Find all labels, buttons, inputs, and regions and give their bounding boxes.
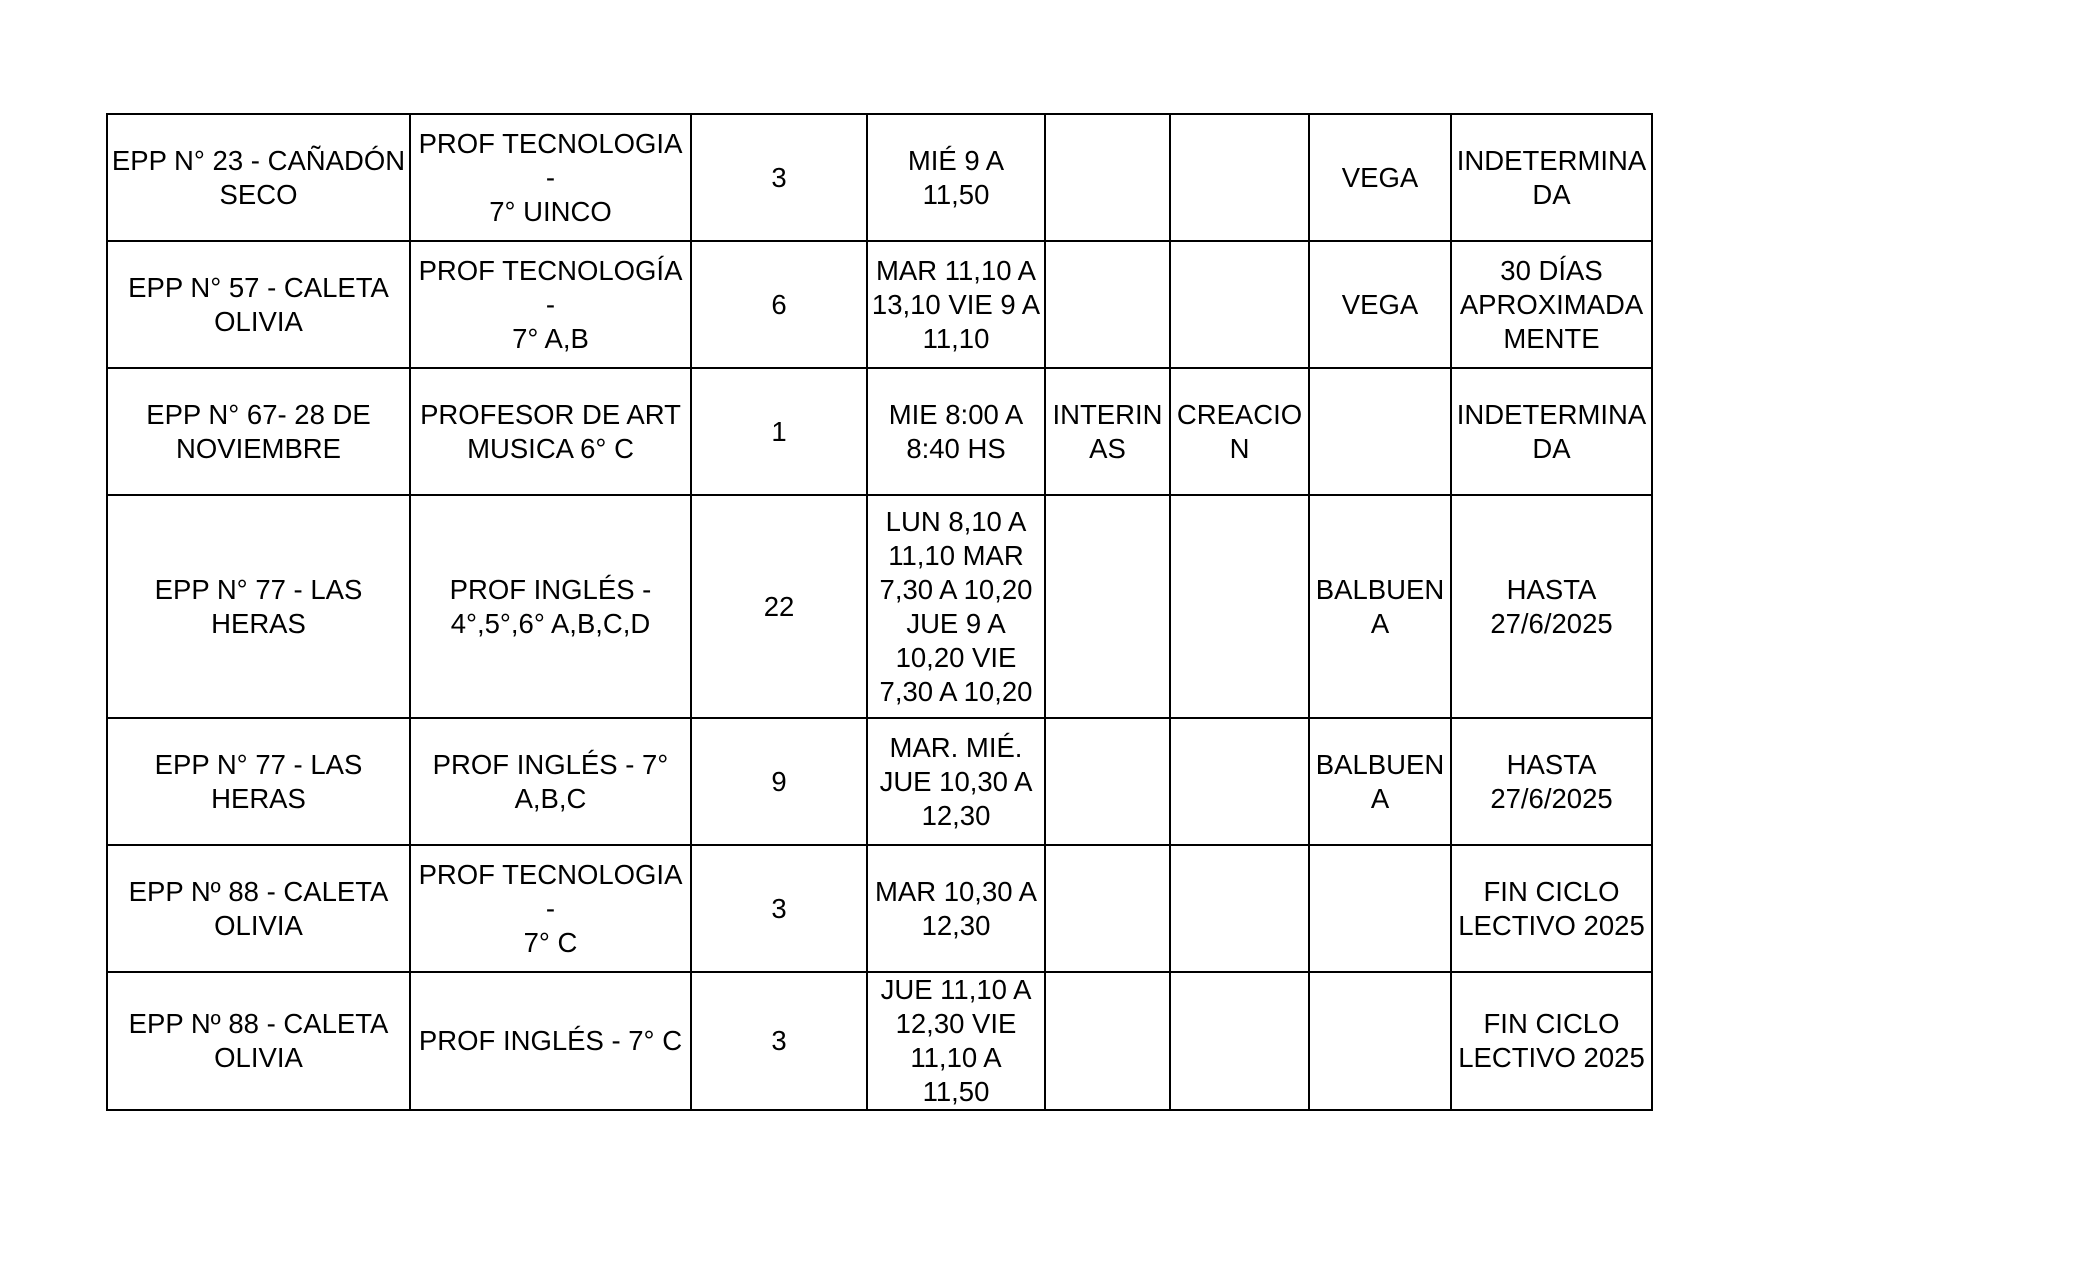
position-cell: PROF TECNOLOGIA - 7° UINCO	[410, 114, 691, 241]
table-row	[107, 972, 1652, 1110]
status-cell: INTERIN AS	[1045, 368, 1170, 495]
schedule-cell: MAR 11,10 A 13,10 VIE 9 A 11,10	[867, 241, 1045, 368]
duration-cell: HASTA 27/6/2025	[1451, 495, 1652, 718]
hours-cell: 3	[691, 972, 867, 1110]
duration-cell: 30 DÍAS APROXIMADA MENTE	[1451, 241, 1652, 368]
school-cell: EPP Nº 88 - CALETA OLIVIA	[107, 845, 410, 972]
table-row	[107, 845, 1652, 972]
status-cell	[1045, 718, 1170, 845]
duration-cell: FIN CICLO LECTIVO 2025	[1451, 972, 1652, 1110]
schedule-cell: MIÉ 9 A 11,50	[867, 114, 1045, 241]
position-cell: PROF INGLÉS - 7° C	[410, 972, 691, 1110]
status-cell	[1045, 972, 1170, 1110]
reason-cell	[1170, 972, 1309, 1110]
table-row	[107, 718, 1652, 845]
replaces-cell	[1309, 368, 1451, 495]
reason-cell	[1170, 495, 1309, 718]
position-cell: PROF INGLÉS - 7° A,B,C	[410, 718, 691, 845]
hours-cell: 1	[691, 368, 867, 495]
status-cell	[1045, 241, 1170, 368]
schedule-cell: MAR. MIÉ. JUE 10,30 A 12,30	[867, 718, 1045, 845]
duration-cell: INDETERMINA DA	[1451, 368, 1652, 495]
reason-cell	[1170, 114, 1309, 241]
hours-cell: 3	[691, 114, 867, 241]
hours-cell: 9	[691, 718, 867, 845]
replaces-cell: BALBUEN A	[1309, 718, 1451, 845]
school-cell: EPP N° 67- 28 DE NOVIEMBRE	[107, 368, 410, 495]
replaces-cell: BALBUEN A	[1309, 495, 1451, 718]
reason-cell	[1170, 241, 1309, 368]
school-cell: EPP N° 23 - CAÑADÓN SECO	[107, 114, 410, 241]
duration-cell: HASTA 27/6/2025	[1451, 718, 1652, 845]
school-cell: EPP N° 77 - LAS HERAS	[107, 495, 410, 718]
hours-cell: 6	[691, 241, 867, 368]
schedule-cell: JUE 11,10 A 12,30 VIE 11,10 A 11,50	[867, 972, 1045, 1110]
status-cell	[1045, 845, 1170, 972]
position-cell: PROFESOR DE ART MUSICA 6° C	[410, 368, 691, 495]
position-cell: PROF TECNOLOGIA - 7° C	[410, 845, 691, 972]
vacancy-table	[106, 113, 1653, 1111]
schedule-cell: MAR 10,30 A 12,30	[867, 845, 1045, 972]
hours-cell: 3	[691, 845, 867, 972]
duration-cell: INDETERMINA DA	[1451, 114, 1652, 241]
table-row	[107, 368, 1652, 495]
replaces-cell: VEGA	[1309, 241, 1451, 368]
schedule-cell: MIE 8:00 A 8:40 HS	[867, 368, 1045, 495]
hours-cell: 22	[691, 495, 867, 718]
reason-cell	[1170, 845, 1309, 972]
replaces-cell: VEGA	[1309, 114, 1451, 241]
position-cell: PROF INGLÉS - 4°,5°,6° A,B,C,D	[410, 495, 691, 718]
reason-cell	[1170, 718, 1309, 845]
position-cell: PROF TECNOLOGÍA - 7° A,B	[410, 241, 691, 368]
school-cell: EPP Nº 88 - CALETA OLIVIA	[107, 972, 410, 1110]
reason-cell: CREACIO N	[1170, 368, 1309, 495]
table-row	[107, 241, 1652, 368]
school-cell: EPP N° 77 - LAS HERAS	[107, 718, 410, 845]
table-row	[107, 114, 1652, 241]
replaces-cell	[1309, 972, 1451, 1110]
replaces-cell	[1309, 845, 1451, 972]
schedule-cell: LUN 8,10 A 11,10 MAR 7,30 A 10,20 JUE 9 A 10,20 VIE 7,30 A 10,20	[867, 495, 1045, 718]
table-row	[107, 495, 1652, 718]
duration-cell: FIN CICLO LECTIVO 2025	[1451, 845, 1652, 972]
status-cell	[1045, 114, 1170, 241]
status-cell	[1045, 495, 1170, 718]
school-cell: EPP N° 57 - CALETA OLIVIA	[107, 241, 410, 368]
